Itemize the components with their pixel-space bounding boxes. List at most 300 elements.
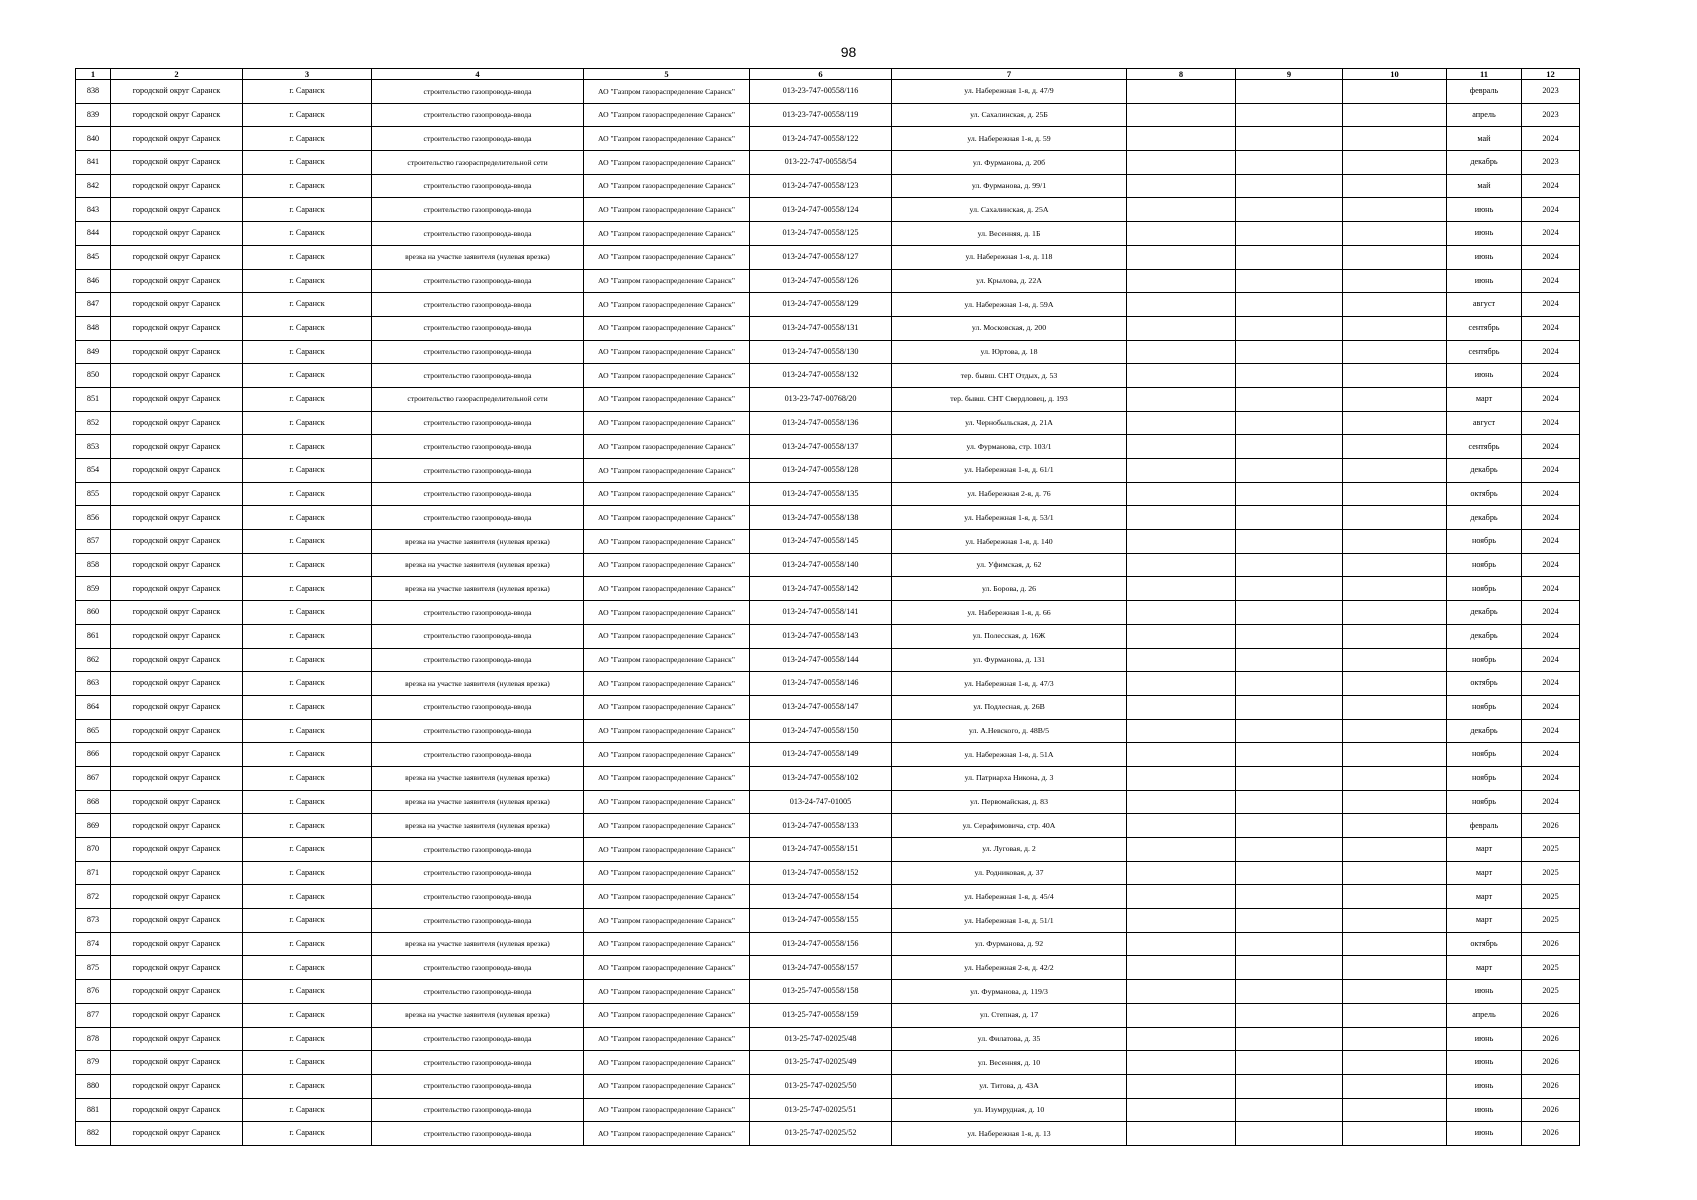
district-cell: городской округ Саранск bbox=[111, 790, 243, 814]
code-cell: 013-23-747-00768/20 bbox=[750, 387, 892, 411]
code-cell: 013-24-747-00558/135 bbox=[750, 482, 892, 506]
col-8-cell bbox=[1127, 648, 1236, 672]
table-row bbox=[76, 411, 1580, 435]
month-cell: август bbox=[1447, 411, 1522, 435]
code-cell: 013-24-747-00558/152 bbox=[750, 861, 892, 885]
code-cell: 013-24-747-00558/125 bbox=[750, 222, 892, 246]
organization-cell: АО "Газпром газораспределение Саранск" bbox=[584, 482, 750, 506]
col-10-cell bbox=[1343, 695, 1447, 719]
table-row bbox=[76, 340, 1580, 364]
col-9-cell bbox=[1236, 1122, 1343, 1146]
month-cell: июнь bbox=[1447, 980, 1522, 1004]
year-cell: 2024 bbox=[1522, 482, 1580, 506]
row-number-cell: 858 bbox=[76, 553, 111, 577]
year-cell: 2024 bbox=[1522, 672, 1580, 696]
month-cell: март bbox=[1447, 838, 1522, 862]
month-cell: май bbox=[1447, 174, 1522, 198]
col-10-cell bbox=[1343, 577, 1447, 601]
table-row bbox=[76, 80, 1580, 104]
row-number-cell: 853 bbox=[76, 435, 111, 459]
table-row bbox=[76, 601, 1580, 625]
work-type-cell: строительство газопровода-ввода bbox=[372, 624, 584, 648]
address-cell: ул. Набережная 2-я, д. 42/2 bbox=[892, 956, 1127, 980]
row-number-cell: 864 bbox=[76, 695, 111, 719]
col-9-cell bbox=[1236, 127, 1343, 151]
city-cell: г. Саранск bbox=[243, 245, 372, 269]
city-cell: г. Саранск bbox=[243, 1003, 372, 1027]
city-cell: г. Саранск bbox=[243, 80, 372, 104]
row-number-cell: 843 bbox=[76, 198, 111, 222]
address-cell: ул. А.Невского, д. 48В/5 bbox=[892, 719, 1127, 743]
year-cell: 2024 bbox=[1522, 695, 1580, 719]
month-cell: ноябрь bbox=[1447, 790, 1522, 814]
year-cell: 2024 bbox=[1522, 245, 1580, 269]
city-cell: г. Саранск bbox=[243, 790, 372, 814]
month-cell: декабрь bbox=[1447, 624, 1522, 648]
work-type-cell: строительство газопровода-ввода bbox=[372, 316, 584, 340]
col-10-cell bbox=[1343, 956, 1447, 980]
district-cell: городской округ Саранск bbox=[111, 814, 243, 838]
row-number-cell: 840 bbox=[76, 127, 111, 151]
organization-cell: АО "Газпром газораспределение Саранск" bbox=[584, 672, 750, 696]
month-cell: декабрь bbox=[1447, 151, 1522, 175]
address-cell: ул. Луговая, д. 2 bbox=[892, 838, 1127, 862]
address-cell: ул. Набережная 1-я, д. 51А bbox=[892, 743, 1127, 767]
row-number-cell: 870 bbox=[76, 838, 111, 862]
year-cell: 2024 bbox=[1522, 127, 1580, 151]
col-9-cell bbox=[1236, 80, 1343, 104]
col-9-cell bbox=[1236, 766, 1343, 790]
district-cell: городской округ Саранск bbox=[111, 198, 243, 222]
row-number-cell: 872 bbox=[76, 885, 111, 909]
table-row bbox=[76, 1027, 1580, 1051]
row-number-cell: 844 bbox=[76, 222, 111, 246]
organization-cell: АО "Газпром газораспределение Саранск" bbox=[584, 530, 750, 554]
col-10-cell bbox=[1343, 909, 1447, 933]
month-cell: март bbox=[1447, 885, 1522, 909]
month-cell: июнь bbox=[1447, 1051, 1522, 1075]
year-cell: 2026 bbox=[1522, 1027, 1580, 1051]
col-9-cell bbox=[1236, 530, 1343, 554]
month-cell: ноябрь bbox=[1447, 577, 1522, 601]
code-cell: 013-24-747-00558/151 bbox=[750, 838, 892, 862]
district-cell: городской округ Саранск bbox=[111, 506, 243, 530]
col-10-cell bbox=[1343, 364, 1447, 388]
work-type-cell: строительство газопровода-ввода bbox=[372, 861, 584, 885]
row-number-cell: 880 bbox=[76, 1074, 111, 1098]
code-cell: 013-24-747-00558/138 bbox=[750, 506, 892, 530]
organization-cell: АО "Газпром газораспределение Саранск" bbox=[584, 127, 750, 151]
organization-cell: АО "Газпром газораспределение Саранск" bbox=[584, 695, 750, 719]
code-cell: 013-24-747-00558/130 bbox=[750, 340, 892, 364]
col-10-cell bbox=[1343, 1003, 1447, 1027]
organization-cell: АО "Газпром газораспределение Саранск" bbox=[584, 909, 750, 933]
code-cell: 013-25-747-02025/52 bbox=[750, 1122, 892, 1146]
col-9-cell bbox=[1236, 245, 1343, 269]
col-9-cell bbox=[1236, 672, 1343, 696]
col-9-cell bbox=[1236, 743, 1343, 767]
col-8-cell bbox=[1127, 269, 1236, 293]
year-cell: 2024 bbox=[1522, 790, 1580, 814]
table-row bbox=[76, 790, 1580, 814]
code-cell: 013-24-747-01005 bbox=[750, 790, 892, 814]
col-10-cell bbox=[1343, 814, 1447, 838]
month-cell: ноябрь bbox=[1447, 530, 1522, 554]
organization-cell: АО "Газпром газораспределение Саранск" bbox=[584, 269, 750, 293]
address-cell: тер. бывш. СНТ Отдых, д. 53 bbox=[892, 364, 1127, 388]
address-cell: ул. Полесская, д. 16Ж bbox=[892, 624, 1127, 648]
col-8-cell bbox=[1127, 506, 1236, 530]
table-row bbox=[76, 174, 1580, 198]
address-cell: ул. Родниковая, д. 37 bbox=[892, 861, 1127, 885]
row-number-cell: 852 bbox=[76, 411, 111, 435]
district-cell: городской округ Саранск bbox=[111, 127, 243, 151]
code-cell: 013-24-747-00558/156 bbox=[750, 932, 892, 956]
city-cell: г. Саранск bbox=[243, 695, 372, 719]
month-cell: октябрь bbox=[1447, 672, 1522, 696]
year-cell: 2025 bbox=[1522, 980, 1580, 1004]
row-number-cell: 850 bbox=[76, 364, 111, 388]
col-10-cell bbox=[1343, 1027, 1447, 1051]
col-8-cell bbox=[1127, 411, 1236, 435]
city-cell: г. Саранск bbox=[243, 198, 372, 222]
year-cell: 2024 bbox=[1522, 766, 1580, 790]
table-row bbox=[76, 1051, 1580, 1075]
work-type-cell: врезка на участке заявителя (нулевая врезка) bbox=[372, 245, 584, 269]
col-10-cell bbox=[1343, 222, 1447, 246]
organization-cell: АО "Газпром газораспределение Саранск" bbox=[584, 790, 750, 814]
year-cell: 2024 bbox=[1522, 459, 1580, 483]
col-8-cell bbox=[1127, 814, 1236, 838]
column-header-6: 6 bbox=[750, 69, 892, 80]
code-cell: 013-23-747-00558/119 bbox=[750, 103, 892, 127]
city-cell: г. Саранск bbox=[243, 411, 372, 435]
row-number-cell: 849 bbox=[76, 340, 111, 364]
col-8-cell bbox=[1127, 364, 1236, 388]
col-8-cell bbox=[1127, 435, 1236, 459]
work-type-cell: строительство газопровода-ввода bbox=[372, 127, 584, 151]
col-8-cell bbox=[1127, 174, 1236, 198]
col-10-cell bbox=[1343, 530, 1447, 554]
row-number-cell: 862 bbox=[76, 648, 111, 672]
col-10-cell bbox=[1343, 648, 1447, 672]
work-type-cell: врезка на участке заявителя (нулевая врезка) bbox=[372, 766, 584, 790]
col-9-cell bbox=[1236, 956, 1343, 980]
month-cell: июнь bbox=[1447, 1074, 1522, 1098]
row-number-cell: 857 bbox=[76, 530, 111, 554]
code-cell: 013-22-747-00558/54 bbox=[750, 151, 892, 175]
district-cell: городской округ Саранск bbox=[111, 340, 243, 364]
work-type-cell: строительство газораспределительной сети bbox=[372, 151, 584, 175]
year-cell: 2024 bbox=[1522, 530, 1580, 554]
address-cell: ул. Титова, д. 43А bbox=[892, 1074, 1127, 1098]
work-type-cell: врезка на участке заявителя (нулевая врезка) bbox=[372, 530, 584, 554]
month-cell: июнь bbox=[1447, 1098, 1522, 1122]
city-cell: г. Саранск bbox=[243, 127, 372, 151]
col-8-cell bbox=[1127, 222, 1236, 246]
organization-cell: АО "Газпром газораспределение Саранск" bbox=[584, 103, 750, 127]
code-cell: 013-24-747-00558/143 bbox=[750, 624, 892, 648]
code-cell: 013-24-747-00558/137 bbox=[750, 435, 892, 459]
col-9-cell bbox=[1236, 790, 1343, 814]
col-8-cell bbox=[1127, 1122, 1236, 1146]
organization-cell: АО "Газпром газораспределение Саранск" bbox=[584, 387, 750, 411]
work-type-cell: врезка на участке заявителя (нулевая врезка) bbox=[372, 814, 584, 838]
address-cell: ул. Степная, д. 17 bbox=[892, 1003, 1127, 1027]
table-row bbox=[76, 269, 1580, 293]
district-cell: городской округ Саранск bbox=[111, 956, 243, 980]
col-8-cell bbox=[1127, 719, 1236, 743]
col-9-cell bbox=[1236, 1098, 1343, 1122]
row-number-cell: 876 bbox=[76, 980, 111, 1004]
organization-cell: АО "Газпром газораспределение Саранск" bbox=[584, 624, 750, 648]
month-cell: апрель bbox=[1447, 103, 1522, 127]
work-type-cell: строительство газопровода-ввода bbox=[372, 222, 584, 246]
row-number-cell: 877 bbox=[76, 1003, 111, 1027]
organization-cell: АО "Газпром газораспределение Саранск" bbox=[584, 222, 750, 246]
table-row bbox=[76, 980, 1580, 1004]
district-cell: городской округ Саранск bbox=[111, 293, 243, 317]
district-cell: городской округ Саранск bbox=[111, 459, 243, 483]
table-row bbox=[76, 956, 1580, 980]
address-cell: ул. Московская, д. 200 bbox=[892, 316, 1127, 340]
code-cell: 013-24-747-00558/126 bbox=[750, 269, 892, 293]
organization-cell: АО "Газпром газораспределение Саранск" bbox=[584, 814, 750, 838]
col-8-cell bbox=[1127, 861, 1236, 885]
row-number-cell: 867 bbox=[76, 766, 111, 790]
table-row bbox=[76, 1074, 1580, 1098]
city-cell: г. Саранск bbox=[243, 838, 372, 862]
city-cell: г. Саранск bbox=[243, 1027, 372, 1051]
year-cell: 2024 bbox=[1522, 364, 1580, 388]
organization-cell: АО "Газпром газораспределение Саранск" bbox=[584, 245, 750, 269]
code-cell: 013-25-747-02025/48 bbox=[750, 1027, 892, 1051]
work-type-cell: строительство газопровода-ввода bbox=[372, 459, 584, 483]
year-cell: 2024 bbox=[1522, 553, 1580, 577]
city-cell: г. Саранск bbox=[243, 624, 372, 648]
month-cell: июнь bbox=[1447, 1027, 1522, 1051]
table-row bbox=[76, 506, 1580, 530]
city-cell: г. Саранск bbox=[243, 909, 372, 933]
col-10-cell bbox=[1343, 103, 1447, 127]
col-8-cell bbox=[1127, 743, 1236, 767]
code-cell: 013-24-747-00558/122 bbox=[750, 127, 892, 151]
row-number-cell: 861 bbox=[76, 624, 111, 648]
district-cell: городской округ Саранск bbox=[111, 1122, 243, 1146]
year-cell: 2026 bbox=[1522, 1051, 1580, 1075]
col-8-cell bbox=[1127, 695, 1236, 719]
work-type-cell: строительство газопровода-ввода bbox=[372, 364, 584, 388]
col-8-cell bbox=[1127, 103, 1236, 127]
work-type-cell: строительство газопровода-ввода bbox=[372, 601, 584, 625]
address-cell: тер. бывш. СНТ Свердловец, д. 193 bbox=[892, 387, 1127, 411]
month-cell: декабрь bbox=[1447, 601, 1522, 625]
district-cell: городской округ Саранск bbox=[111, 648, 243, 672]
col-9-cell bbox=[1236, 174, 1343, 198]
address-cell: ул. Набережная 1-я, д. 53/1 bbox=[892, 506, 1127, 530]
work-type-cell: строительство газораспределительной сети bbox=[372, 387, 584, 411]
address-cell: ул. Набережная 1-я, д. 118 bbox=[892, 245, 1127, 269]
code-cell: 013-24-747-00558/131 bbox=[750, 316, 892, 340]
col-8-cell bbox=[1127, 980, 1236, 1004]
year-cell: 2024 bbox=[1522, 577, 1580, 601]
col-9-cell bbox=[1236, 293, 1343, 317]
district-cell: городской округ Саранск bbox=[111, 222, 243, 246]
table-row bbox=[76, 364, 1580, 388]
organization-cell: АО "Газпром газораспределение Саранск" bbox=[584, 506, 750, 530]
city-cell: г. Саранск bbox=[243, 1098, 372, 1122]
organization-cell: АО "Газпром газораспределение Саранск" bbox=[584, 932, 750, 956]
address-cell: ул. Набережная 1-я, д. 61/1 bbox=[892, 459, 1127, 483]
city-cell: г. Саранск bbox=[243, 885, 372, 909]
work-type-cell: врезка на участке заявителя (нулевая врезка) bbox=[372, 932, 584, 956]
table-row bbox=[76, 1003, 1580, 1027]
col-8-cell bbox=[1127, 198, 1236, 222]
work-type-cell: строительство газопровода-ввода bbox=[372, 719, 584, 743]
row-number-cell: 871 bbox=[76, 861, 111, 885]
table-row bbox=[76, 932, 1580, 956]
address-cell: ул. Весенняя, д. 1Б bbox=[892, 222, 1127, 246]
col-8-cell bbox=[1127, 932, 1236, 956]
year-cell: 2024 bbox=[1522, 435, 1580, 459]
month-cell: февраль bbox=[1447, 814, 1522, 838]
month-cell: сентябрь bbox=[1447, 316, 1522, 340]
table-row bbox=[76, 577, 1580, 601]
year-cell: 2026 bbox=[1522, 1122, 1580, 1146]
row-number-cell: 865 bbox=[76, 719, 111, 743]
year-cell: 2024 bbox=[1522, 174, 1580, 198]
city-cell: г. Саранск bbox=[243, 719, 372, 743]
col-10-cell bbox=[1343, 340, 1447, 364]
city-cell: г. Саранск bbox=[243, 766, 372, 790]
code-cell: 013-24-747-00558/150 bbox=[750, 719, 892, 743]
row-number-cell: 860 bbox=[76, 601, 111, 625]
work-type-cell: строительство газопровода-ввода bbox=[372, 340, 584, 364]
month-cell: июнь bbox=[1447, 364, 1522, 388]
col-8-cell bbox=[1127, 1003, 1236, 1027]
address-cell: ул. Набережная 1-я, д. 45/4 bbox=[892, 885, 1127, 909]
row-number-cell: 866 bbox=[76, 743, 111, 767]
address-cell: ул. Фурманова, стр. 103/1 bbox=[892, 435, 1127, 459]
col-10-cell bbox=[1343, 838, 1447, 862]
code-cell: 013-24-747-00558/154 bbox=[750, 885, 892, 909]
col-9-cell bbox=[1236, 909, 1343, 933]
col-10-cell bbox=[1343, 672, 1447, 696]
code-cell: 013-24-747-00558/146 bbox=[750, 672, 892, 696]
row-number-cell: 847 bbox=[76, 293, 111, 317]
district-cell: городской округ Саранск bbox=[111, 387, 243, 411]
col-10-cell bbox=[1343, 766, 1447, 790]
col-9-cell bbox=[1236, 577, 1343, 601]
code-cell: 013-24-747-00558/145 bbox=[750, 530, 892, 554]
work-type-cell: врезка на участке заявителя (нулевая врезка) bbox=[372, 577, 584, 601]
work-type-cell: строительство газопровода-ввода bbox=[372, 482, 584, 506]
table-row bbox=[76, 624, 1580, 648]
col-9-cell bbox=[1236, 885, 1343, 909]
year-cell: 2024 bbox=[1522, 340, 1580, 364]
city-cell: г. Саранск bbox=[243, 814, 372, 838]
district-cell: городской округ Саранск bbox=[111, 411, 243, 435]
col-10-cell bbox=[1343, 1074, 1447, 1098]
column-header-12: 12 bbox=[1522, 69, 1580, 80]
work-type-cell: строительство газопровода-ввода bbox=[372, 269, 584, 293]
organization-cell: АО "Газпром газораспределение Саранск" bbox=[584, 838, 750, 862]
col-10-cell bbox=[1343, 506, 1447, 530]
row-number-cell: 868 bbox=[76, 790, 111, 814]
col-8-cell bbox=[1127, 1098, 1236, 1122]
row-number-cell: 859 bbox=[76, 577, 111, 601]
address-cell: ул. Чернобыльская, д. 21А bbox=[892, 411, 1127, 435]
district-cell: городской округ Саранск bbox=[111, 743, 243, 767]
table-row bbox=[76, 861, 1580, 885]
row-number-cell: 874 bbox=[76, 932, 111, 956]
col-9-cell bbox=[1236, 695, 1343, 719]
code-cell: 013-24-747-00558/140 bbox=[750, 553, 892, 577]
row-number-cell: 863 bbox=[76, 672, 111, 696]
col-8-cell bbox=[1127, 245, 1236, 269]
row-number-cell: 841 bbox=[76, 151, 111, 175]
district-cell: городской округ Саранск bbox=[111, 103, 243, 127]
district-cell: городской округ Саранск bbox=[111, 909, 243, 933]
column-header-8: 8 bbox=[1127, 69, 1236, 80]
year-cell: 2026 bbox=[1522, 1074, 1580, 1098]
table-body bbox=[76, 80, 1580, 1146]
city-cell: г. Саранск bbox=[243, 103, 372, 127]
column-header-5: 5 bbox=[584, 69, 750, 80]
col-9-cell bbox=[1236, 648, 1343, 672]
code-cell: 013-25-747-00558/159 bbox=[750, 1003, 892, 1027]
row-number-cell: 882 bbox=[76, 1122, 111, 1146]
table-row bbox=[76, 743, 1580, 767]
month-cell: март bbox=[1447, 861, 1522, 885]
month-cell: ноябрь bbox=[1447, 695, 1522, 719]
row-number-cell: 846 bbox=[76, 269, 111, 293]
column-header-1: 1 bbox=[76, 69, 111, 80]
district-cell: городской округ Саранск bbox=[111, 364, 243, 388]
col-10-cell bbox=[1343, 1051, 1447, 1075]
col-8-cell bbox=[1127, 459, 1236, 483]
col-9-cell bbox=[1236, 340, 1343, 364]
month-cell: декабрь bbox=[1447, 719, 1522, 743]
address-cell: ул. Патриарха Никона, д. 3 bbox=[892, 766, 1127, 790]
col-9-cell bbox=[1236, 151, 1343, 175]
city-cell: г. Саранск bbox=[243, 861, 372, 885]
organization-cell: АО "Газпром газораспределение Саранск" bbox=[584, 316, 750, 340]
col-10-cell bbox=[1343, 245, 1447, 269]
col-8-cell bbox=[1127, 909, 1236, 933]
district-cell: городской округ Саранск bbox=[111, 885, 243, 909]
col-8-cell bbox=[1127, 1027, 1236, 1051]
address-cell: ул. Набережная 1-я, д. 47/9 bbox=[892, 80, 1127, 104]
district-cell: городской округ Саранск bbox=[111, 695, 243, 719]
month-cell: ноябрь bbox=[1447, 766, 1522, 790]
district-cell: городской округ Саранск bbox=[111, 980, 243, 1004]
organization-cell: АО "Газпром газораспределение Саранск" bbox=[584, 1122, 750, 1146]
year-cell: 2024 bbox=[1522, 269, 1580, 293]
organization-cell: АО "Газпром газораспределение Саранск" bbox=[584, 1051, 750, 1075]
address-cell: ул. Юртова, д. 18 bbox=[892, 340, 1127, 364]
year-cell: 2026 bbox=[1522, 932, 1580, 956]
city-cell: г. Саранск bbox=[243, 506, 372, 530]
year-cell: 2026 bbox=[1522, 1098, 1580, 1122]
city-cell: г. Саранск bbox=[243, 340, 372, 364]
row-number-cell: 839 bbox=[76, 103, 111, 127]
row-number-cell: 879 bbox=[76, 1051, 111, 1075]
col-9-cell bbox=[1236, 316, 1343, 340]
code-cell: 013-25-747-02025/51 bbox=[750, 1098, 892, 1122]
organization-cell: АО "Газпром газораспределение Саранск" bbox=[584, 1003, 750, 1027]
col-8-cell bbox=[1127, 293, 1236, 317]
